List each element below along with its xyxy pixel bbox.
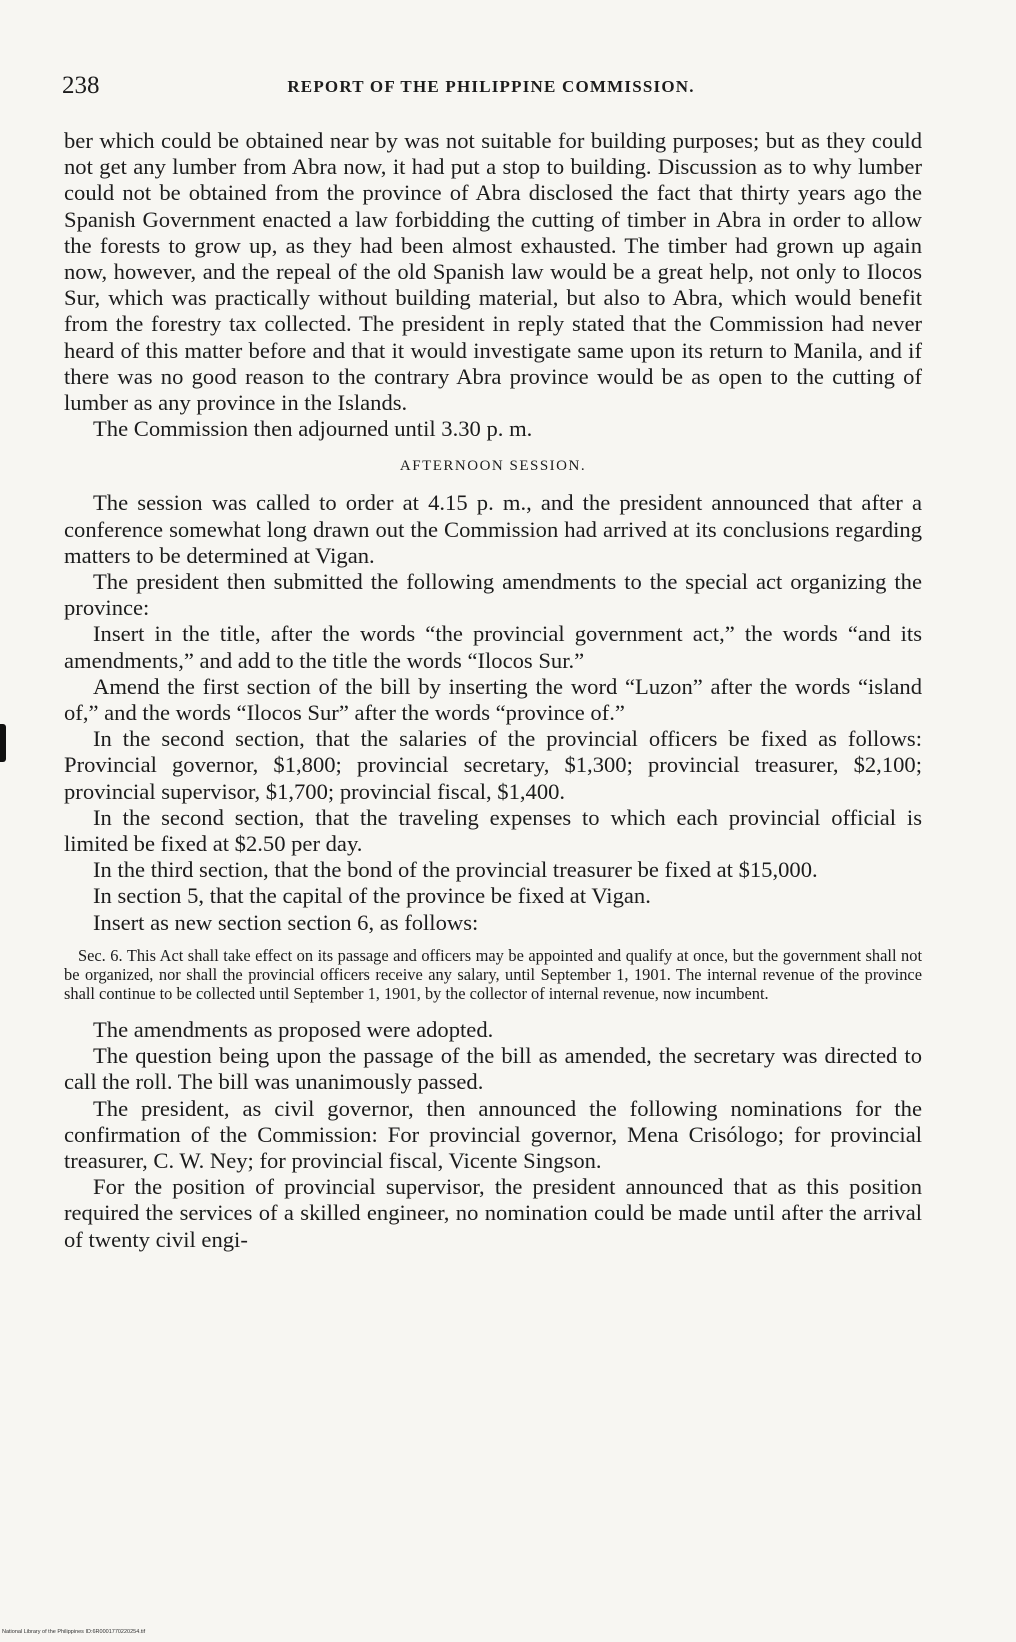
scan-footer-note: National Library of the Philippines ID:6R0001770220254.tif (2, 1629, 146, 1635)
paragraph: The president, as civil governor, then announced the following nominations for the confirmation of the Commission: For provincial governor, Mena Crisólogo; for provincial treasurer, C. W. Ney; for provincial fiscal, Vicente Singson. (64, 1095, 922, 1173)
paragraph: The president then submitted the following amendments to the special act organizing the province: (64, 569, 922, 621)
paragraph-continued: ber which could be obtained near by was not suitable for building purposes; but as they could not get any lumber from Abra now, it had put a stop to building. Discussion as to why lumber could not be obtained from the province of Abra disclosed the fact that thirty years ago the Spanish Government enacted a law forbidding the cutting of timber in Abra in order to allow the forests to grow up, as they had been almost exhausted. The timber had grown up again now, however, and the repeal of the old Spanish law would be a great help, not only to Ilocos Sur, which was practically without building material, but also to Abra, which would benefit from the forestry tax collected. The president in reply stated that the Commission had never heard of this matter before and that it would investigate same upon its return to Manila, and if there was no good reason to the contrary Abra province would be as open to the cutting of lumber as any province in the Islands. (64, 128, 922, 416)
paragraph: The session was called to order at 4.15 p. m., and the president announced that after a conference somewhat long drawn out the Commission had arrived at its conclusions regarding matters to be determined at Vigan. (64, 490, 922, 568)
page-number: 238 (62, 72, 100, 99)
page-header (62, 72, 920, 104)
paragraph: In the third section, that the bond of the provincial treasurer be fixed at $15,000. (93, 857, 818, 883)
paragraph: The amendments as proposed were adopted. (93, 1016, 494, 1042)
section-heading: AFTERNOON SESSION. (399, 458, 587, 475)
body-text (64, 128, 922, 1253)
paragraph: For the position of provincial supervisor, the president announced that as this position required the services of a skilled engineer, no nomination could be made until after the arrival of twenty civil engi- (64, 1174, 922, 1252)
quoted-section-6: Sec. 6. This Act shall take effect on its passage and officers may be appointed and qualify at once, but the government shall not be organized, nor shall the provincial officers receive any salary, until September 1, 1901. The internal revenue of the province shall continue to be collected until September 1, 1901, by the collector of internal revenue, now incumbent. (64, 945, 922, 1003)
paragraph: In the second section, that the salaries of the provincial officers be fixed as follows: Provincial governor, $1,800; provincial secretary, $1,300; provincial treasurer, $2,100; provincial supervisor, $1,700; provincial fiscal, $1,400. (64, 726, 922, 804)
paragraph: Insert as new section section 6, as follows: (93, 909, 479, 935)
paragraph: Insert in the title, after the words “the provincial government act,” the words “and its amendments,” and add to the title the words “Ilocos Sur.” (64, 621, 922, 673)
scan-edge-mark (0, 724, 6, 762)
paragraph: In the second section, that the traveling expenses to which each provincial official is limited be fixed at $2.50 per day. (64, 804, 922, 857)
paragraph: In section 5, that the capital of the province be fixed at Vigan. (93, 883, 651, 909)
paragraph: Amend the first section of the bill by inserting the word “Luzon” after the words “island of,” and the words “Ilocos Sur” after the words “province of.” (64, 673, 922, 726)
paragraph: The Commission then adjourned until 3.30 p. m. (93, 416, 533, 442)
paragraph: The question being upon the passage of the bill as amended, the secretary was directed to call the roll. The bill was unanimously passed. (64, 1043, 922, 1095)
running-head: REPORT OF THE PHILIPPINE COMMISSION. (287, 77, 695, 96)
